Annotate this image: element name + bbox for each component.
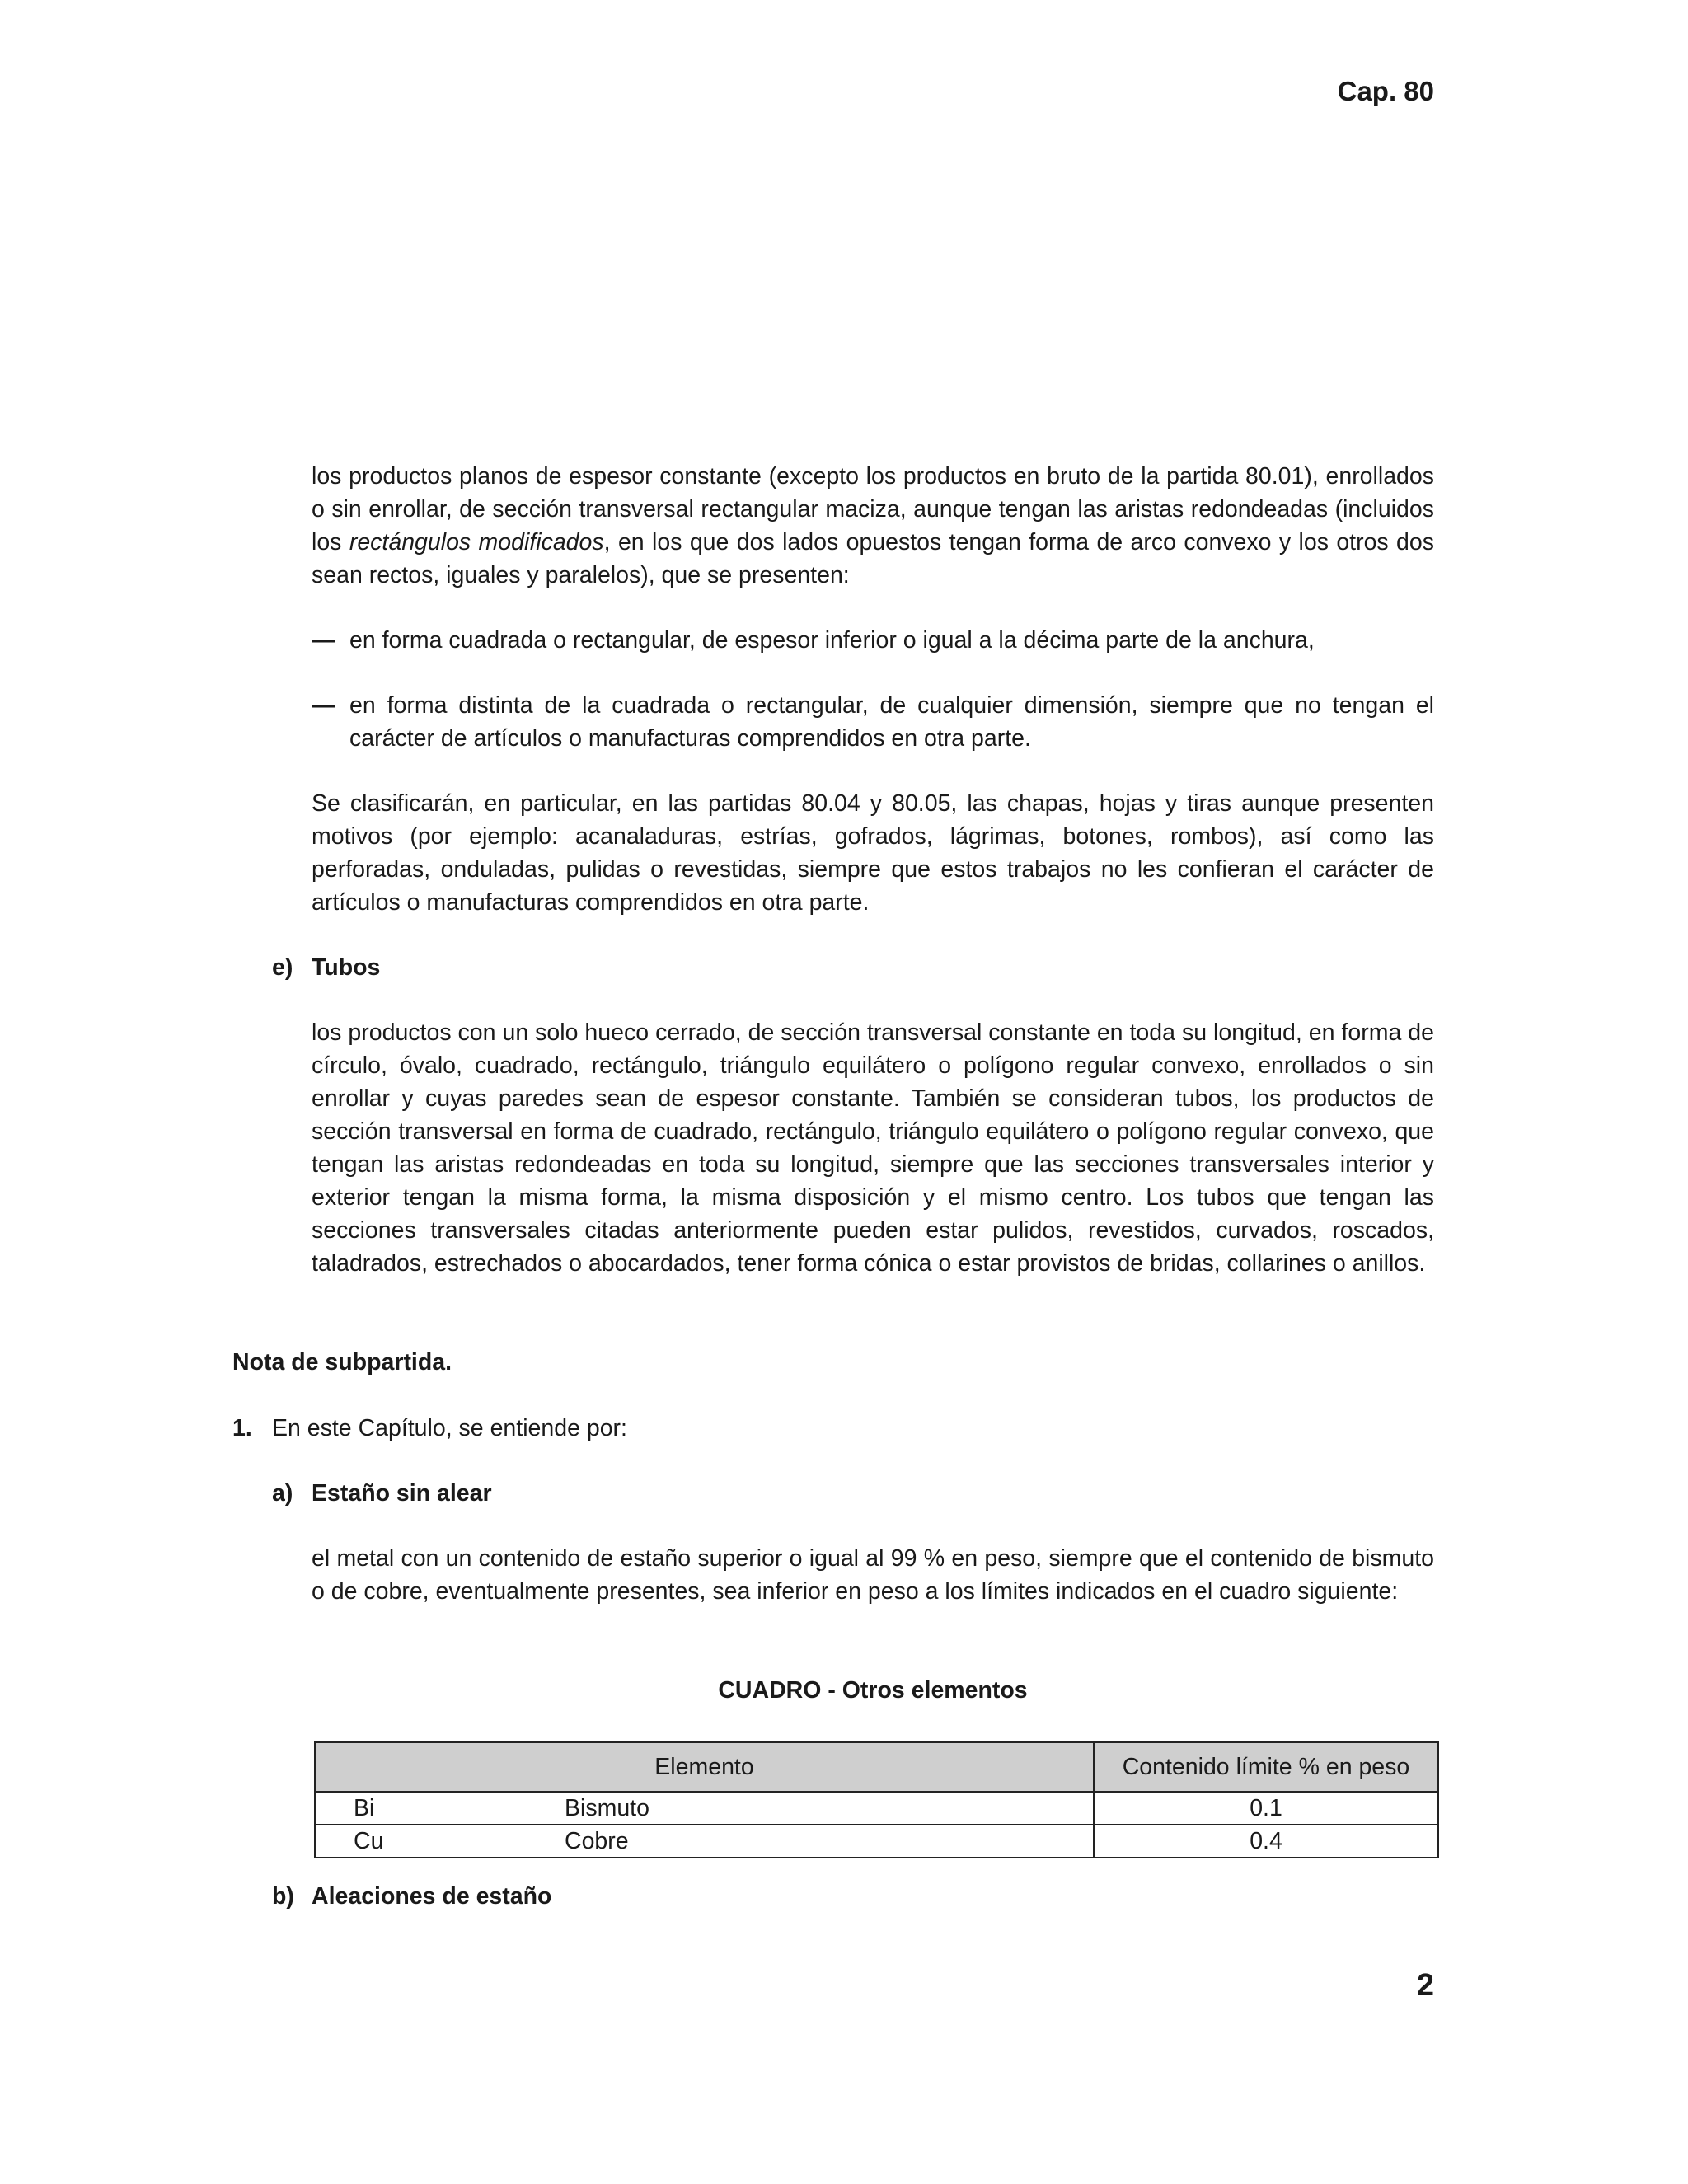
limit-value: 0.1 — [1094, 1792, 1438, 1825]
intro-text-end: , en los que dos lados opuestos tengan forma de arco convexo y los otros dos sean rectos, iguales y paralelos), que se presenten: — [312, 529, 1435, 588]
element-name: Bismuto — [550, 1792, 1094, 1825]
page-number: 2 — [1416, 1968, 1434, 2003]
note-item-marker: 1. — [232, 1415, 252, 1441]
subsection-marker: a) — [272, 1480, 293, 1507]
dash-item-text: en forma cuadrada o rectangular, de espesor inferior o igual a la décima parte de la anchura, — [349, 627, 1315, 654]
section-marker: e) — [272, 954, 293, 981]
intro-text-start: los productos planos de espesor constante (excepto los productos en bruto de la partida 80.01), enrollados o sin enrollar, de sección transversal rectangular maciza, aunque tengan las aristas redondeadas (incluidos los — [312, 463, 1434, 555]
intro-paragraph — [312, 460, 1434, 592]
dash-marker: — — [312, 627, 335, 654]
table-row — [315, 1792, 1438, 1825]
subsection-marker: b) — [272, 1883, 294, 1910]
note-item-text: En este Capítulo, se entiende por: — [272, 1415, 627, 1441]
table-row — [315, 1825, 1438, 1858]
element-symbol: Cu — [315, 1825, 550, 1858]
dash-list-item — [312, 689, 1434, 755]
tubes-paragraph: los productos con un solo hueco cerrado, de sección transversal constante en toda su longitud, en forma de círculo, óvalo, cuadrado, rectángulo, triángulo equilátero o polígono regular convexo, enrollados o sin enrollar y cuyas paredes sean de espesor constante. También se consideran tubos, los productos de sección transversal en forma de cuadrado, rectángulo, triángulo equilátero o polígono regular convexo, que tengan las aristas redondeadas en toda su longitud, siempre que las secciones transversales interior y exterior tengan la misma forma, la misma disposición y el mismo centro. Los tubos que tengan las secciones transversales citadas anteriormente pueden estar pulidos, revestidos, curvados, roscados, taladrados, estrechados o abocardados, tener forma cónica o estar provistos de bridas, collarines o anillos. — [312, 1019, 1434, 1277]
subheading-note-title: Nota de subpartida. — [232, 1349, 452, 1376]
element-symbol: Bi — [315, 1792, 550, 1825]
subsection-heading: Aleaciones de estaño — [312, 1883, 552, 1910]
table-title: CUADRO - Otros elementos — [718, 1677, 1028, 1704]
classification-paragraph: Se clasificarán, en particular, en las partidas 80.04 y 80.05, las chapas, hojas y tiras aunque presenten motivos (por ejemplo: acanaladuras, estrías, gofrados, lágrimas, botones, rombos), así como las perforadas, onduladas, pulidas o revestidas, siempre que estos trabajos no les confieran el carácter de artículos o manufacturas comprendidos en otra parte. — [312, 790, 1434, 916]
intro-italic-term: rectángulos modificados — [349, 529, 604, 555]
subsection-heading: Estaño sin alear — [312, 1480, 492, 1507]
limits-table — [314, 1741, 1439, 1858]
dash-item-text: en forma distinta de la cuadrada o rectangular, de cualquier dimensión, siempre que no tengan el carácter de artículos o manufacturas comprendidos en otra parte. — [349, 692, 1434, 752]
table-header-row — [315, 1742, 1438, 1792]
element-name: Cobre — [550, 1825, 1094, 1858]
dash-list-item — [312, 624, 1434, 657]
limit-value: 0.4 — [1094, 1825, 1438, 1858]
section-heading: Tubos — [312, 954, 381, 981]
column-header: Elemento — [315, 1742, 1094, 1792]
column-header: Contenido límite % en peso — [1094, 1742, 1438, 1792]
chapter-label: Cap. 80 — [1337, 76, 1434, 106]
dash-marker: — — [312, 692, 335, 719]
unalloyed-tin-paragraph: el metal con un contenido de estaño superior o igual al 99 % en peso, siempre que el contenido de bismuto o de cobre, eventualmente presentes, sea inferior en peso a los límites indicados en el cuadro siguiente: — [312, 1545, 1434, 1605]
